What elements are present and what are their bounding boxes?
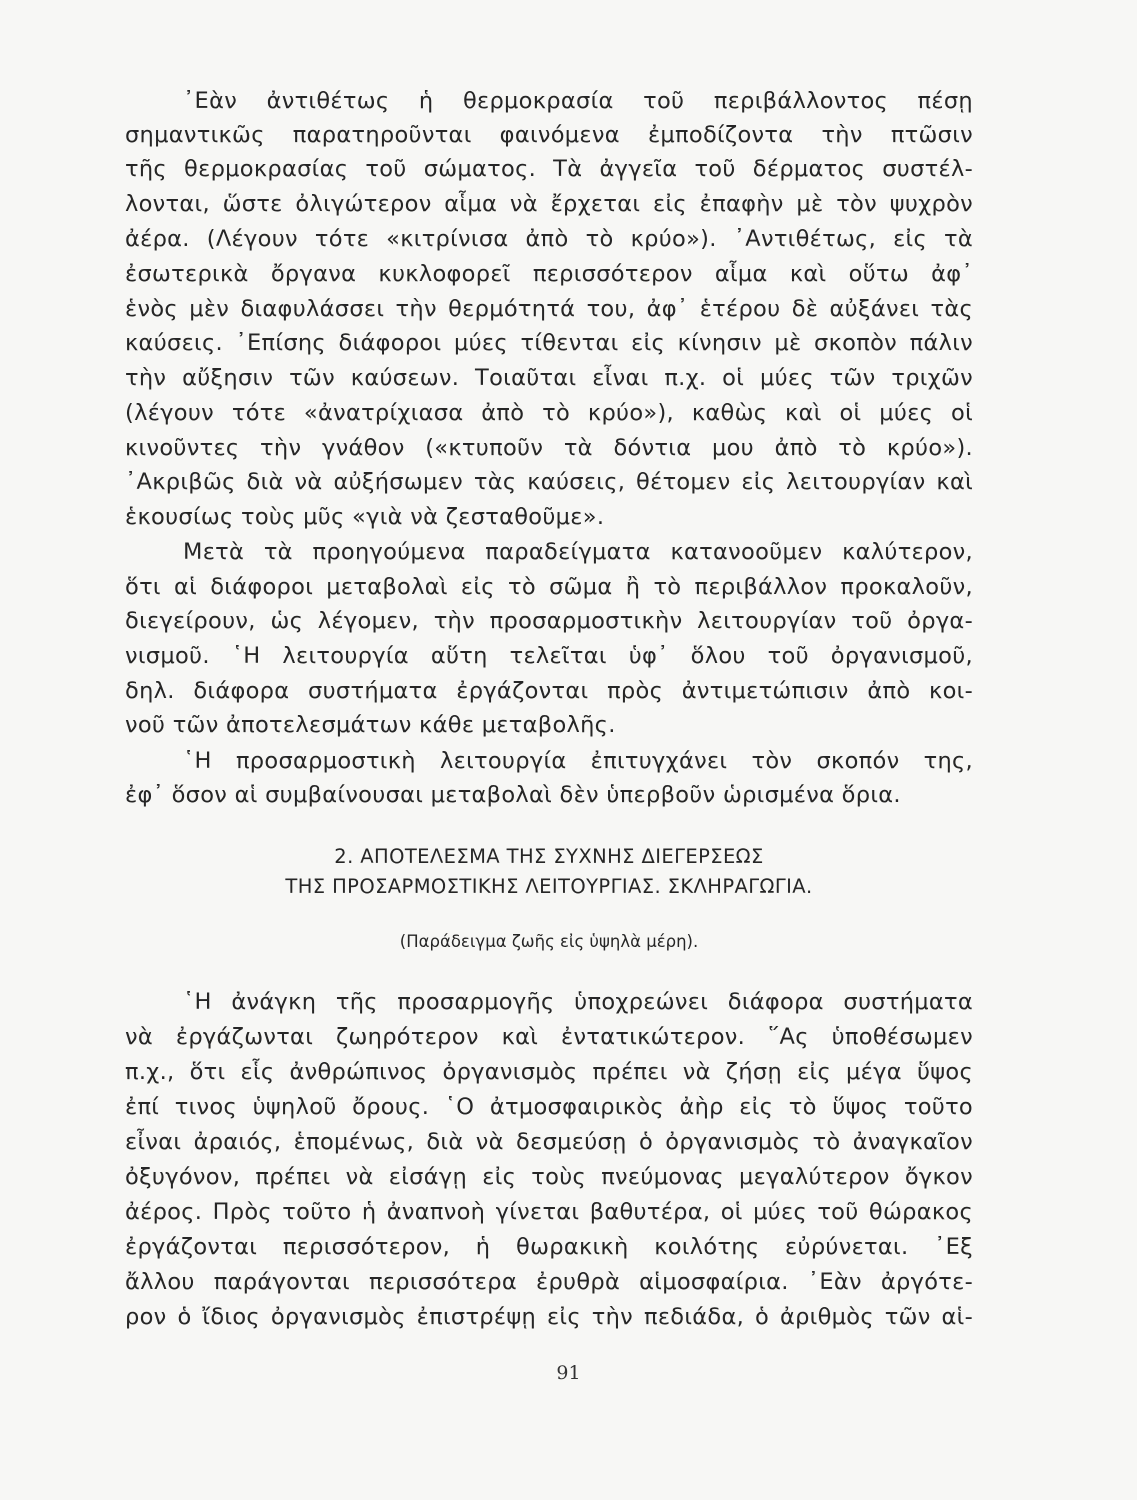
text-line: λονται, ὥστε ὀλιγώτερον αἷμα νὰ ἔρχεται εἰς ἐπαφὴν μὲ τὸν ψυχρὸν bbox=[125, 191, 973, 217]
page-number: 91 bbox=[556, 1362, 581, 1384]
text-line: ὅτι αἱ διάφοροι μεταβολαὶ εἰς τὸ σῶμα ἢ τὸ περιβάλλον προκαλοῦν, bbox=[125, 574, 973, 600]
text-line: ᾿Ακριβῶς διὰ νὰ αὐξήσωμεν τὰς καύσεις, θέτομεν εἰς λειτουργίαν καὶ bbox=[125, 469, 973, 495]
text-line: εἶναι ἀραιός, ἑπομένως, διὰ νὰ δεσμεύσῃ ὁ ὀργανισμὸς τὸ ἀναγκαῖον bbox=[125, 1129, 973, 1155]
text-line: ἐργάζονται περισσότερον, ἡ θωρακικὴ κοιλότης εὐρύνεται. ᾿Εξ bbox=[125, 1234, 973, 1260]
section-heading-line-1: 2. ΑΠΟΤΕΛΕΣΜΑ ΤΗΣ ΣΥΧΝΗΣ ΔΙΕΓΕΡΣΕΩΣ bbox=[334, 845, 764, 868]
text-line: ἐσωτερικὰ ὄργανα κυκλοφορεῖ περισσότερον αἷμα καὶ οὕτω ἀφ᾿ bbox=[125, 261, 973, 287]
section-subheading: (Παράδειγμα ζωῆς εἰς ὑψηλὰ μέρη). bbox=[399, 932, 699, 951]
text-line: ἑκουσίως τοὺς μῦς «γιὰ νὰ ζεσταθοῦμε». bbox=[125, 504, 605, 530]
text-line: νισμοῦ. ῾Η λειτουργία αὕτη τελεῖται ὑφ᾿ ὅλου τοῦ ὀργανισμοῦ, bbox=[125, 643, 973, 669]
text-line: Μετὰ τὰ προηγούμενα παραδείγματα κατανοοῦμεν καλύτερον, bbox=[183, 539, 973, 565]
text-line: καύσεις. ᾿Επίσης διάφοροι μύες τίθενται εἰς κίνησιν μὲ σκοπὸν πάλιν bbox=[125, 330, 973, 356]
text-line: δηλ. διάφορα συστήματα ἐργάζονται πρὸς ἀντιμετώπισιν ἀπὸ κοι- bbox=[125, 678, 973, 704]
text-line: τὴν αὔξησιν τῶν καύσεων. Τοιαῦται εἶναι π.χ. οἱ μύες τῶν τριχῶν bbox=[125, 365, 973, 391]
text-line: (λέγουν τότε «ἀνατρίχιασα ἀπὸ τὸ κρύο»), καθὼς καὶ οἱ μύες οἱ bbox=[125, 400, 973, 426]
text-line: νὰ ἐργάζωνται ζωηρότερον καὶ ἐντατικώτερον. ῞Ας ὑποθέσωμεν bbox=[125, 1024, 973, 1050]
text-line: ἄλλου παράγονται περισσότερα ἐρυθρὰ αἱμοσφαίρια. ᾿Εὰν ἀργότε- bbox=[125, 1269, 973, 1295]
text-line: ῾Η ἀνάγκη τῆς προσαρμογῆς ὑποχρεώνει διάφορα συστήματα bbox=[183, 989, 973, 1015]
section-heading-line-2: ΤΗΣ ΠΡΟΣΑΡΜΟΣΤΙΚΗΣ ΛΕΙΤΟΥΡΓΙΑΣ. ΣΚΛΗΡΑΓΩΓΙΑ. bbox=[285, 875, 813, 898]
text-line: ἐπί τινος ὑψηλοῦ ὄρους. ῾Ο ἀτμοσφαιρικὸς ἀὴρ εἰς τὸ ὕψος τοῦτο bbox=[125, 1094, 973, 1120]
text-line: σημαντικῶς παρατηροῦνται φαινόμενα ἐμποδίζοντα τὴν πτῶσιν bbox=[125, 122, 973, 148]
text-line: ἐφ᾿ ὅσον αἱ συμβαίνουσαι μεταβολαὶ δὲν ὑπερβοῦν ὡρισμένα ὅρια. bbox=[125, 782, 901, 808]
text-line: ἀέρα. (Λέγουν τότε «κιτρίνισα ἀπὸ τὸ κρύο»). ᾿Αντιθέτως, εἰς τὰ bbox=[125, 226, 973, 252]
text-line: ἀέρος. Πρὸς τοῦτο ἡ ἀναπνοὴ γίνεται βαθυτέρα, οἱ μύες τοῦ θώρακος bbox=[125, 1199, 973, 1225]
text-line: νοῦ τῶν ἀποτελεσμάτων κάθε μεταβολῆς. bbox=[125, 712, 616, 738]
text-line: κινοῦντες τὴν γνάθον («κτυποῦν τὰ δόντια μου ἀπὸ τὸ κρύο»). bbox=[125, 435, 973, 461]
text-line: ᾿Εὰν ἀντιθέτως ἡ θερμοκρασία τοῦ περιβάλλοντος πέσῃ bbox=[183, 88, 973, 114]
text-line: ρον ὁ ἴδιος ὀργανισμὸς ἐπιστρέψῃ εἰς τὴν πεδιάδα, ὁ ἀριθμὸς τῶν αἱ- bbox=[125, 1304, 973, 1330]
text-line: ὀξυγόνον, πρέπει νὰ εἰσάγῃ εἰς τοὺς πνεύμονας μεγαλύτερον ὄγκον bbox=[125, 1164, 973, 1190]
text-line: τῆς θερμοκρασίας τοῦ σώματος. Τὰ ἀγγεῖα τοῦ δέρματος συστέλ- bbox=[125, 156, 973, 182]
text-line: π.χ., ὅτι εἷς ἀνθρώπινος ὀργανισμὸς πρέπει νὰ ζήσῃ εἰς μέγα ὕψος bbox=[125, 1059, 973, 1085]
text-line: ἑνὸς μὲν διαφυλάσσει τὴν θερμότητά του, ἀφ᾿ ἑτέρου δὲ αὐξάνει τὰς bbox=[125, 296, 973, 322]
text-line: ῾Η προσαρμοστικὴ λειτουργία ἐπιτυγχάνει τὸν σκοπόν της, bbox=[183, 748, 973, 774]
text-line: διεγείρουν, ὡς λέγομεν, τὴν προσαρμοστικὴν λειτουργίαν τοῦ ὀργα- bbox=[125, 608, 973, 634]
